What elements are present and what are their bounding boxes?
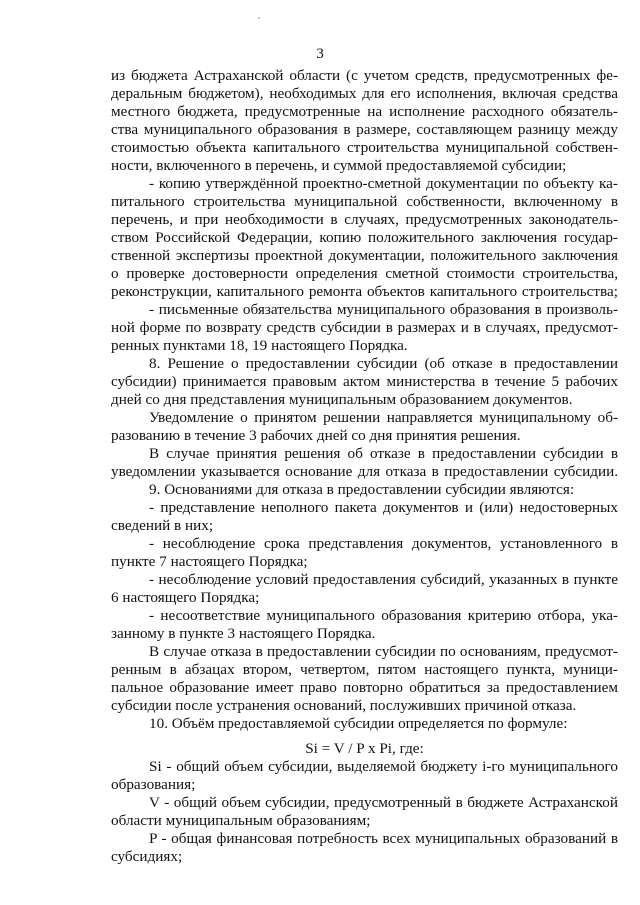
page-number: 3 <box>316 45 324 62</box>
text-line: Si = V / P x Pi, где: <box>305 740 424 757</box>
text-line: питального строительства муниципальной собственности, включенному в <box>111 193 618 210</box>
text-line: сведений в них; <box>111 517 214 534</box>
line-spacer <box>111 733 618 740</box>
text-line: V - общий объем субсидии, предусмотренный в бюджете Астраханской <box>149 794 618 811</box>
text-line: В случае принятия решения об отказе в предоставлении субсидии в <box>149 445 618 462</box>
scan-speck <box>258 17 260 19</box>
text-line: деральным бюджетом), необходимых для его исполнения, включая средства <box>111 85 618 102</box>
text-line: В случае отказа в предоставлении субсидии по основаниям, предусмот- <box>149 643 618 660</box>
text-line: пальное образование имеет право повторно обратиться за предоставлением <box>111 679 618 696</box>
text-line: ством Российской Федерации, копию положительного заключения государ- <box>111 229 618 246</box>
text-line: субсидиях; <box>111 848 183 865</box>
text-line: P - общая финансовая потребность всех муниципальных образований в <box>149 830 618 847</box>
text-line: ства муниципального образования в размере, составляющем разницу между <box>111 121 618 138</box>
text-line: - письменные обязательства муниципального образования в произволь- <box>149 301 618 318</box>
text-line: области муниципальным образованиям; <box>111 812 371 829</box>
text-line: 10. Объём предоставляемой субсидии определяется по формуле: <box>149 715 568 732</box>
text-line: стоимостью объекта капитального строительства муниципальной собствен- <box>111 139 618 156</box>
text-line: - несоблюдение срока представления документов, установленного в <box>149 535 618 552</box>
text-line: - несоответствие муниципального образования критерию отбора, ука- <box>149 607 618 624</box>
text-line: ренным в абзацах втором, четвертом, пятом настоящего пункта, муници- <box>111 661 618 678</box>
text-line: - несоблюдение условий предоставления субсидий, указанных в пункте <box>149 571 618 588</box>
text-line: ной форме по возврату средств субсидии в размерах и в случаях, предусмот- <box>111 319 618 336</box>
text-line: субсидии после устранения оснований, послуживших причиной отказа. <box>111 697 577 714</box>
text-line: Уведомление о принятом решении направляется муниципальному об- <box>149 409 618 426</box>
text-line: разованию в течение 3 рабочих дней со дня принятия решения. <box>111 427 521 444</box>
text-line: дней со дня представления муниципальным образованием документов. <box>111 391 573 408</box>
text-line: ренных пунктами 18, 19 настоящего Порядка. <box>111 337 408 354</box>
text-line: ственной экспертизы проектной документации, положительного заключения <box>111 247 618 264</box>
text-line: 6 настоящего Порядка; <box>111 589 260 606</box>
text-line: - представление неполного пакета документов и (или) недостоверных <box>149 499 618 516</box>
text-line: занному в пункте 3 настоящего Порядка. <box>111 625 376 642</box>
text-line: - копию утверждённой проектно-сметной документации по объекту ка- <box>149 175 618 192</box>
text-line: 9. Основаниями для отказа в предоставлении субсидии являются: <box>149 481 575 498</box>
text-line: реконструкции, капитального ремонта объектов капитального строительства; <box>111 283 618 300</box>
text-line: субсидии) принимается правовым актом министерства в течение 5 рабочих <box>111 373 618 390</box>
text-line: о проверке достоверности определения сметной стоимости строительства, <box>111 265 618 282</box>
text-line: Si - общий объем субсидии, выделяемой бюджету i-го муниципального <box>149 758 618 775</box>
text-line: из бюджета Астраханской области (с учетом средств, предусмотренных фе- <box>111 67 618 84</box>
text-line: 8. Решение о предоставлении субсидии (об отказе в предоставлении <box>149 355 618 372</box>
text-line: местного бюджета, предусмотренные на исполнение расходного обязатель- <box>111 103 618 120</box>
text-line: пункте 7 настоящего Порядка; <box>111 553 308 570</box>
text-line: ности, включенного в перечень, и суммой предоставляемой субсидии; <box>111 157 567 174</box>
text-line: уведомлении указывается основание для отказа в предоставлении субсидии. <box>111 463 618 480</box>
text-line: перечень, и при необходимости в случаях, предусмотренных законодатель- <box>111 211 618 228</box>
text-line: образования; <box>111 776 196 793</box>
document-body <box>111 67 618 866</box>
